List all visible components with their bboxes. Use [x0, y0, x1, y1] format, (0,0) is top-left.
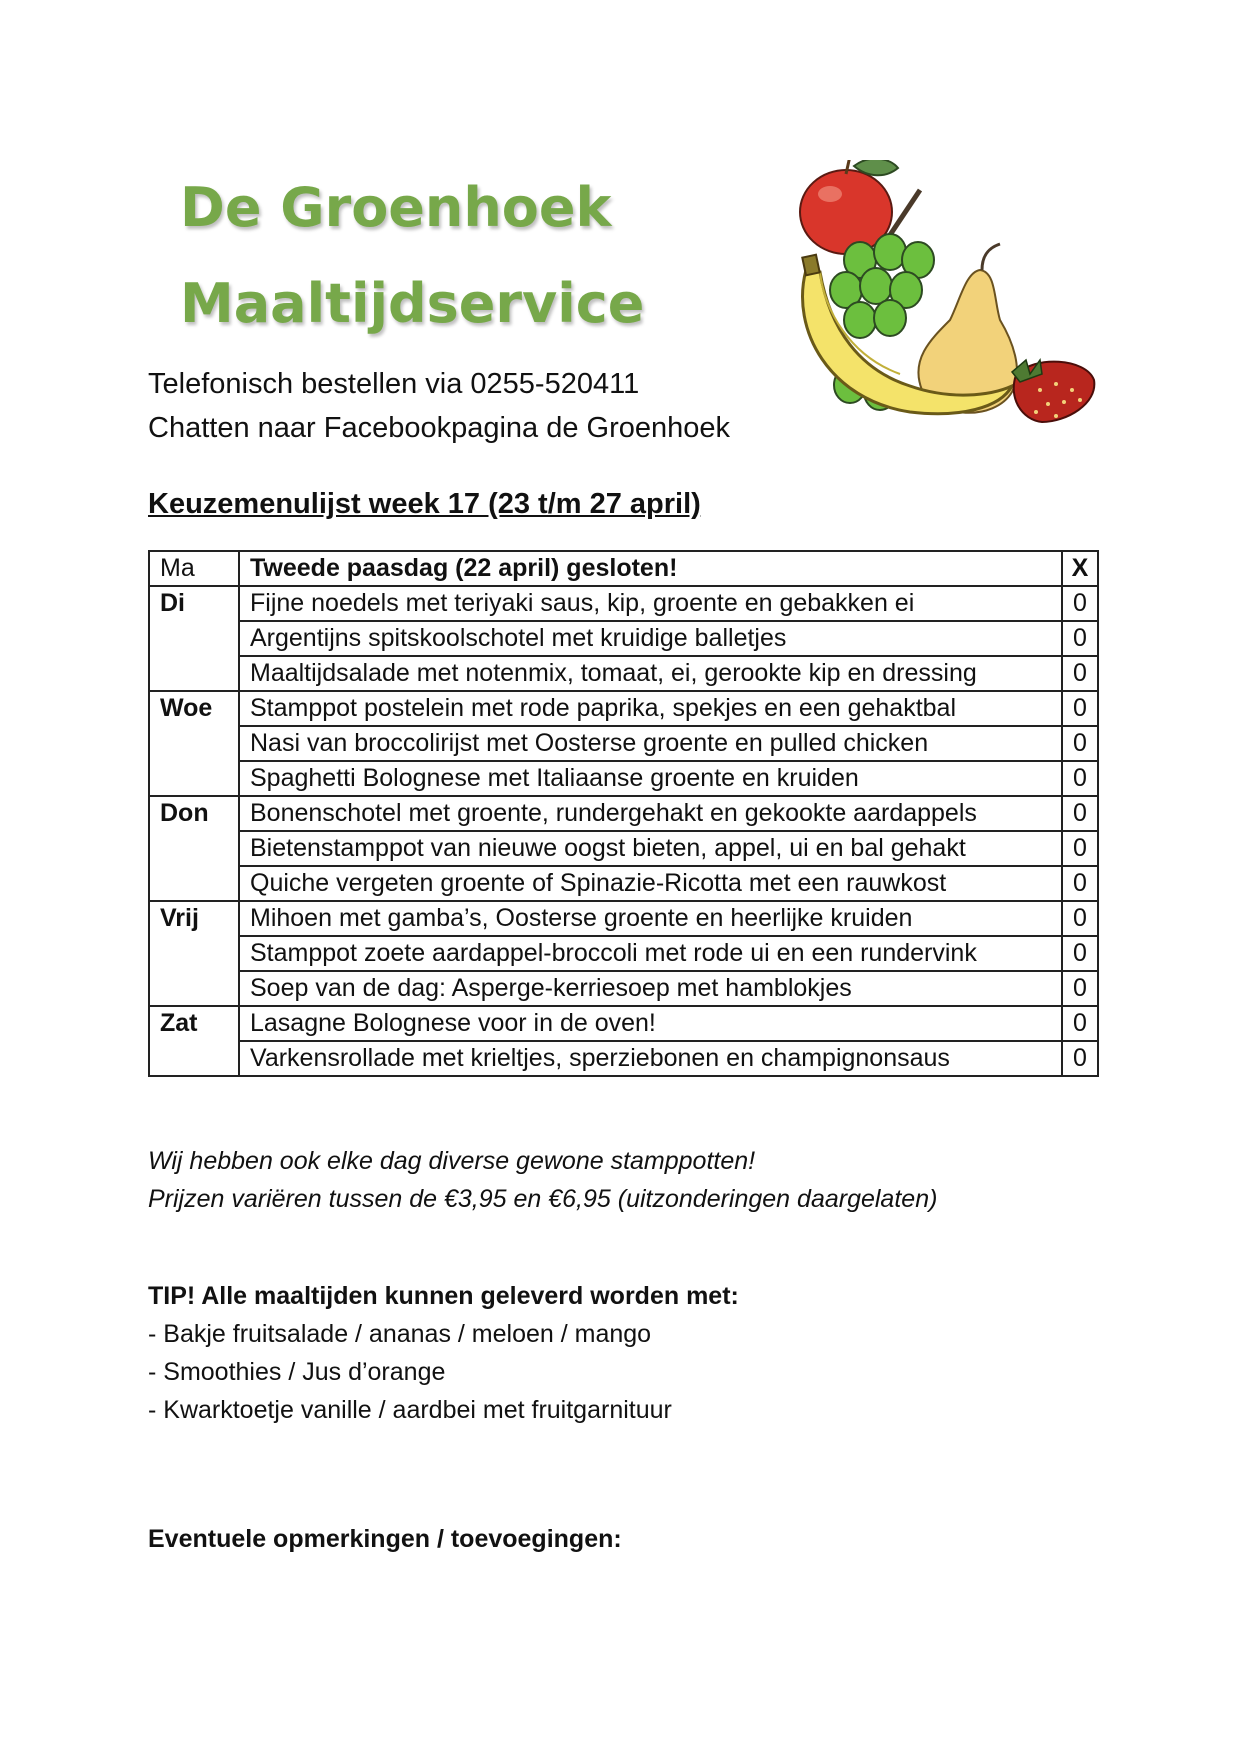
dish-cell: Stamppot zoete aardappel-broccoli met rode ui en een rundervink — [239, 936, 1062, 971]
tip-heading: TIP! Alle maaltijden kunnen geleverd worden met: — [148, 1282, 739, 1310]
day-cell: Woe — [149, 691, 239, 796]
dish-cell: Maaltijdsalade met notenmix, tomaat, ei, gerookte kip en dressing — [239, 656, 1062, 691]
contact-info — [148, 362, 730, 450]
dish-cell: Bietenstamppot van nieuwe oogst bieten, appel, ui en bal gehakt — [239, 831, 1062, 866]
table-row — [149, 1006, 1098, 1041]
dish-cell: Lasagne Bolognese voor in de oven! — [239, 1006, 1062, 1041]
strawberry-icon — [1012, 360, 1094, 422]
table-row — [149, 1041, 1098, 1076]
dish-cell: Fijne noedels met teriyaki saus, kip, groente en gebakken ei — [239, 586, 1062, 621]
tip-section — [148, 1277, 739, 1429]
list-item: - Smoothies / Jus d’orange — [148, 1358, 446, 1386]
table-row — [149, 726, 1098, 761]
brand-logo — [180, 160, 645, 352]
table-row — [149, 901, 1098, 936]
order-checkbox[interactable]: 0 — [1062, 656, 1098, 691]
table-row — [149, 866, 1098, 901]
table-row — [149, 831, 1098, 866]
order-checkbox[interactable]: 0 — [1062, 831, 1098, 866]
day-cell: Di — [149, 586, 239, 691]
table-row — [149, 621, 1098, 656]
order-checkbox[interactable]: 0 — [1062, 691, 1098, 726]
dish-cell: Quiche vergeten groente of Spinazie-Ricotta met een rauwkost — [239, 866, 1062, 901]
order-checkbox[interactable]: 0 — [1062, 901, 1098, 936]
order-checkbox[interactable]: 0 — [1062, 1041, 1098, 1076]
day-cell: Vrij — [149, 901, 239, 1006]
order-checkbox[interactable]: 0 — [1062, 796, 1098, 831]
dish-cell: Varkensrollade met krieltjes, sperziebonen en champignonsaus — [239, 1041, 1062, 1076]
dish-cell: Stamppot postelein met rode paprika, spekjes en een gehaktbal — [239, 691, 1062, 726]
list-item: - Bakje fruitsalade / ananas / meloen / mango — [148, 1320, 652, 1348]
pear-icon — [918, 244, 1017, 413]
dish-cell: Nasi van broccolirijst met Oosterse groente en pulled chicken — [239, 726, 1062, 761]
order-checkbox[interactable]: 0 — [1062, 866, 1098, 901]
order-checkbox[interactable]: 0 — [1062, 726, 1098, 761]
order-checkbox[interactable]: X — [1062, 551, 1098, 586]
dish-cell: Bonenschotel met groente, rundergehakt en gekookte aardappels — [239, 796, 1062, 831]
table-row — [149, 656, 1098, 691]
day-cell: Ma — [149, 551, 239, 586]
table-row — [149, 971, 1098, 1006]
order-checkbox[interactable]: 0 — [1062, 621, 1098, 656]
table-row — [149, 796, 1098, 831]
list-item: - Kwarktoetje vanille / aardbei met fruitgarnituur — [148, 1396, 672, 1424]
stamppot-note: Wij hebben ook elke dag diverse gewone stamppotten! — [148, 1147, 756, 1175]
menu-title: Keuzemenulijst week 17 (23 t/m 27 april) — [148, 488, 701, 520]
table-row — [149, 691, 1098, 726]
dish-cell: Argentijns spitskoolschotel met kruidige balletjes — [239, 621, 1062, 656]
order-checkbox[interactable]: 0 — [1062, 1006, 1098, 1041]
order-checkbox[interactable]: 0 — [1062, 971, 1098, 1006]
fruit-illustration-icon — [790, 160, 1100, 445]
day-cell: Don — [149, 796, 239, 901]
brand-name: De Groenhoek — [180, 176, 612, 239]
table-row — [149, 551, 1098, 586]
dish-cell: Mihoen met gamba’s, Oosterse groente en heerlijke kruiden — [239, 901, 1062, 936]
brand-subtitle: Maaltijdservice — [180, 272, 645, 335]
table-row — [149, 586, 1098, 621]
dish-cell: Tweede paasdag (22 april) gesloten! — [239, 551, 1062, 586]
menu-table — [148, 550, 1099, 1077]
order-checkbox[interactable]: 0 — [1062, 761, 1098, 796]
order-checkbox[interactable]: 0 — [1062, 586, 1098, 621]
order-checkbox[interactable]: 0 — [1062, 936, 1098, 971]
menu-notes — [148, 1142, 937, 1218]
table-row — [149, 761, 1098, 796]
table-row — [149, 936, 1098, 971]
price-note: Prijzen variëren tussen de €3,95 en €6,95 (uitzonderingen daargelaten) — [148, 1185, 938, 1213]
dish-cell: Spaghetti Bolognese met Italiaanse groente en kruiden — [239, 761, 1062, 796]
facebook-chat-line: Chatten naar Facebookpagina de Groenhoek — [148, 412, 731, 444]
dish-cell: Soep van de dag: Asperge-kerriesoep met hamblokjes — [239, 971, 1062, 1006]
remarks-label: Eventuele opmerkingen / toevoegingen: — [148, 1525, 622, 1553]
phone-order-line: Telefonisch bestellen via 0255-520411 — [148, 368, 640, 400]
day-cell: Zat — [149, 1006, 239, 1076]
